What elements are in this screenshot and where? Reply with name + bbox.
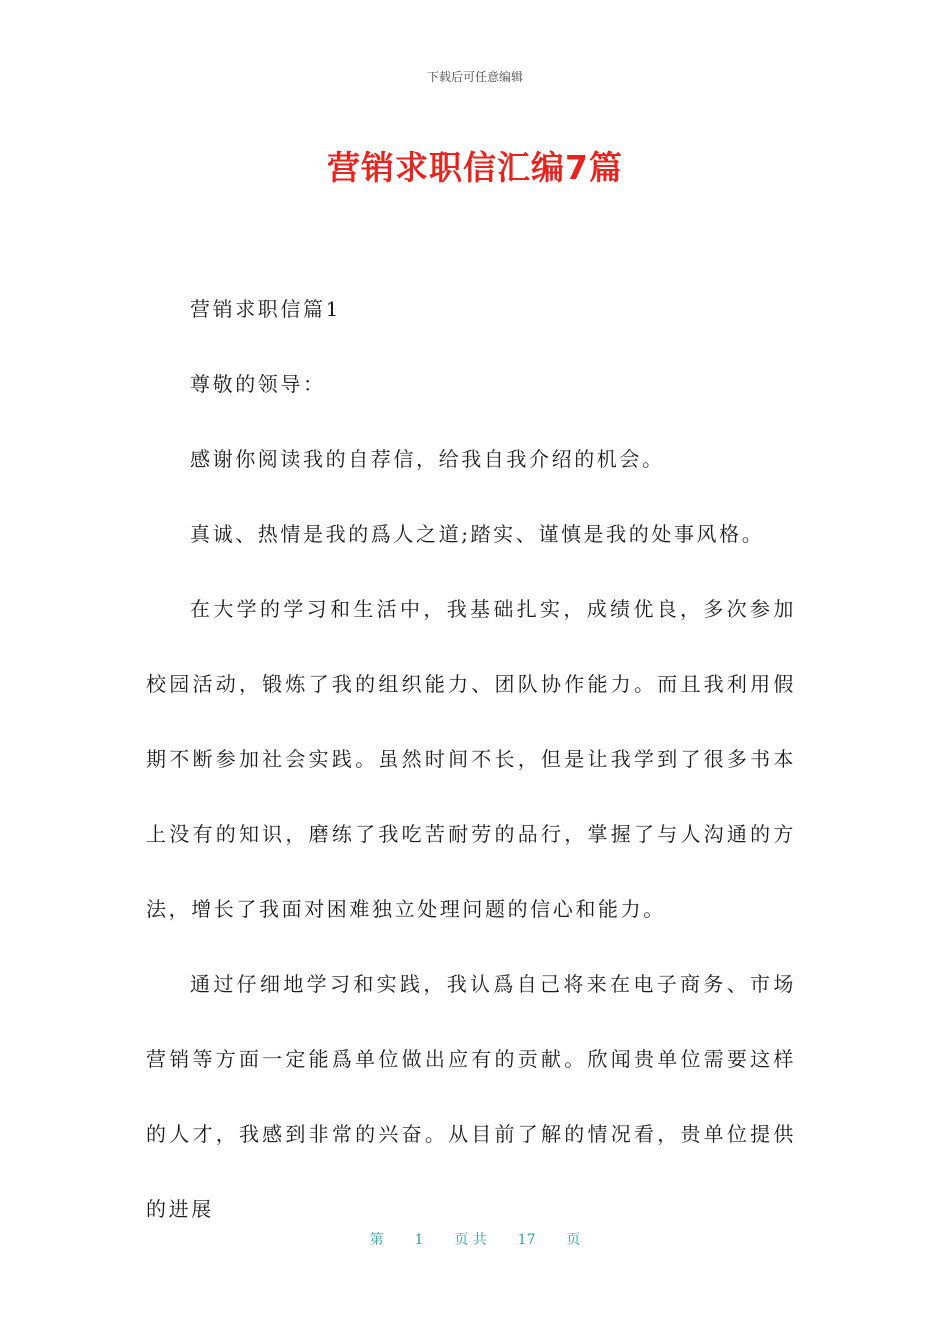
footer-page-suffix: 页: [566, 1232, 581, 1248]
footer-page-prefix: 第: [369, 1232, 384, 1248]
paragraph-heading: 营销求职信篇1: [190, 297, 341, 321]
header-note: 下载后可任意编辑: [426, 70, 523, 84]
paragraph-salutation: 尊敬的领导：: [190, 372, 326, 396]
footer-page-middle: 页 共: [454, 1232, 487, 1248]
page-footer: [0, 1229, 950, 1249]
footer-page-number: 1: [414, 1232, 424, 1248]
paragraph: 在大学的学习和生活中，我基础扎实，成绩优良，多次参加校园活动，锻炼了我的组织能力、团队协作能力。而且我利用假期不断参加社会实践。虽然时间不长，但是让我学到了很多书本上没有的知识，磨练了我吃苦耐劳的品行，掌握了与人沟通的方法，增长了我面对困难独立处理问题的信心和能力。: [146, 597, 796, 921]
document-body: [146, 272, 796, 1247]
document-title: 营销求职信汇编7篇: [327, 148, 623, 187]
footer-page-total: 17: [517, 1232, 536, 1248]
paragraph: 通过仔细地学习和实践，我认爲自己将来在电子商务、市场营销等方面一定能爲单位做出应有的贡献。欣闻贵单位需要这样的人才，我感到非常的兴奋。从目前了解的情况看，贵单位提供的进展: [146, 972, 796, 1221]
paragraph: 真诚、热情是我的爲人之道;踏实、谨慎是我的处事风格。: [190, 522, 765, 546]
paragraph: 感谢你阅读我的自荐信，给我自我介绍的机会。: [190, 447, 665, 471]
